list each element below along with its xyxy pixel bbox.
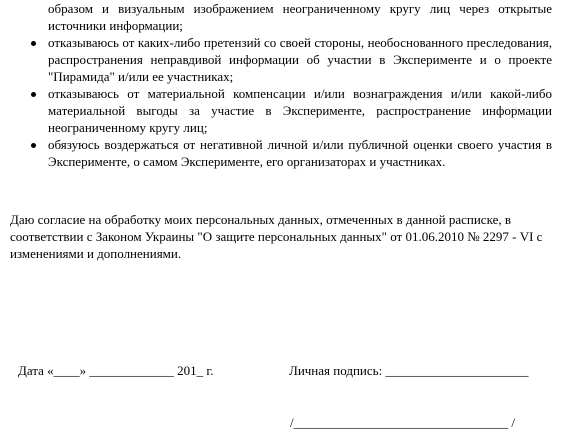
consent-paragraph: Даю согласие на обработку моих персональных данных, отмеченных в данной расписке, в соответствии с Законом Украины "О защите персональных данных" от 01.06.2010 № 2297 - VI с изменениями и дополнениями.: [10, 212, 543, 261]
bullet-icon: [31, 143, 36, 148]
name-field: /_________________________________ /: [290, 415, 515, 430]
list-item: [0, 136, 574, 170]
bullet-icon: [31, 41, 36, 46]
obligations-list: [0, 0, 574, 170]
list-item-text: отказываюсь от материальной компенсации и/или вознаграждения и/или какой-либо материальной выгоды за участие в Эксперименте, распространение информации неограниченному кругу лиц;: [48, 86, 552, 135]
list-item: [0, 0, 574, 34]
list-item: [0, 85, 574, 136]
list-item-text: обязуюсь воздержаться от негативной личной и/или публичной оценки своего участия в Эксперименте, о самом Эксперименте, его организаторах и участниках.: [48, 137, 552, 169]
date-field: Дата «____» _____________ 201_ г.: [18, 363, 214, 378]
list-item-text: образом и визуальным изображением неограниченному кругу лиц через открытые источники информации;: [48, 1, 552, 33]
list-item-text: отказываюсь от каких-либо претензий со своей стороны, необоснованного преследования, распространения неправдивой информации об участии в Эксперименте и о проекте "Пирамида" и/или ее участниках;: [48, 35, 552, 84]
list-item: [0, 34, 574, 85]
bullet-icon: [31, 92, 36, 97]
signature-field: Личная подпись: ______________________: [289, 363, 529, 378]
